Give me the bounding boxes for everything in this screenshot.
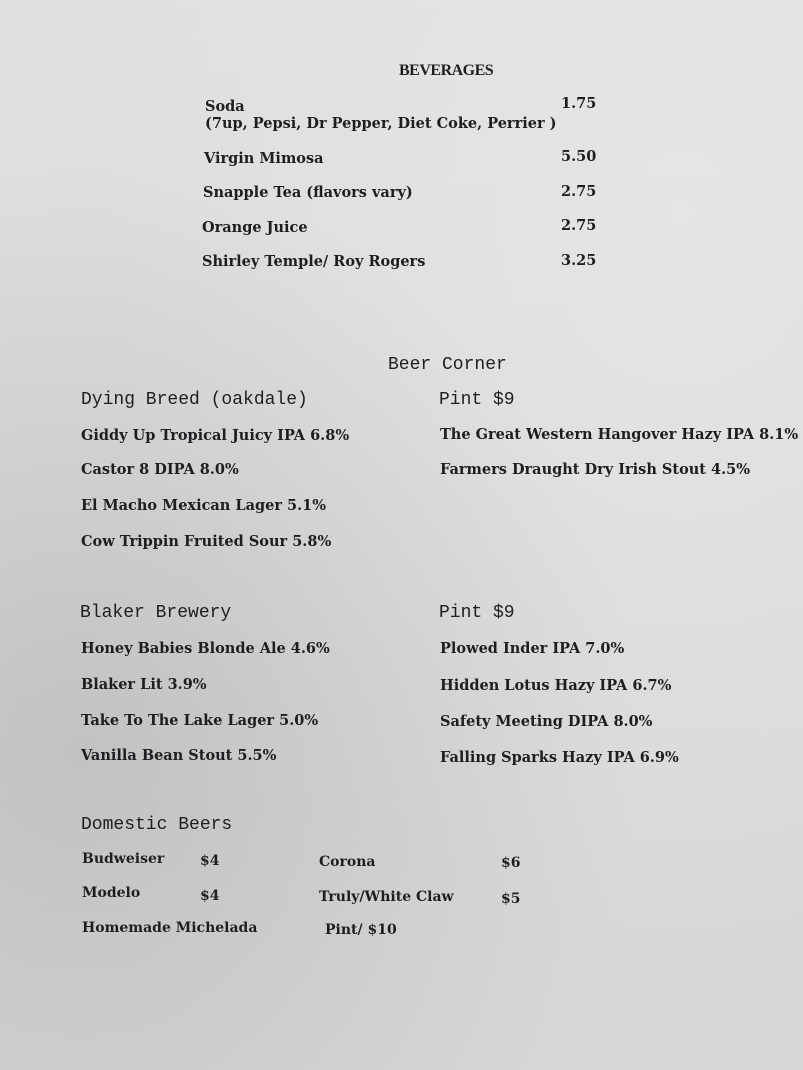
beverage-name-snapple: Snapple Tea (flavors vary) xyxy=(203,184,413,201)
domestic-price-corona: $6 xyxy=(501,855,521,871)
beverage-price-orange-juice: 2.75 xyxy=(561,217,597,234)
blaker-price: Pint $9 xyxy=(439,603,515,623)
domestic-price-modelo: $4 xyxy=(200,888,220,904)
beverage-name-shirley-temple: Shirley Temple/ Roy Rogers xyxy=(202,253,426,270)
beer-item: Castor 8 DIPA 8.0% xyxy=(81,461,239,478)
beer-item: Hidden Lotus Hazy IPA 6.7% xyxy=(440,677,672,694)
beverage-name-orange-juice: Orange Juice xyxy=(202,219,308,236)
beer-item: Blaker Lit 3.9% xyxy=(81,676,207,693)
beverage-price-virgin-mimosa: 5.50 xyxy=(561,148,597,165)
domestic-name-truly: Truly/White Claw xyxy=(319,889,454,905)
dying-breed-heading: Dying Breed (oakdale) xyxy=(81,390,308,410)
beer-corner-title: Beer Corner xyxy=(388,355,507,375)
domestic-price-michelada: Pint/ $10 xyxy=(325,922,397,938)
beverage-name-virgin-mimosa: Virgin Mimosa xyxy=(204,150,324,167)
beer-item: Falling Sparks Hazy IPA 6.9% xyxy=(440,749,679,766)
blaker-heading: Blaker Brewery xyxy=(80,603,232,623)
domestic-name-corona: Corona xyxy=(319,854,376,870)
beer-item: Giddy Up Tropical Juicy IPA 6.8% xyxy=(81,427,350,444)
domestic-name-modelo: Modelo xyxy=(82,885,141,901)
beverage-note-soda: (7up, Pepsi, Dr Pepper, Diet Coke, Perrier ) xyxy=(205,115,557,132)
beer-item: El Macho Mexican Lager 5.1% xyxy=(81,497,327,514)
beer-item: Plowed Inder IPA 7.0% xyxy=(440,640,625,657)
beverage-price-soda: 1.75 xyxy=(561,95,597,112)
beverage-price-snapple: 2.75 xyxy=(561,183,597,200)
beer-item: Vanilla Bean Stout 5.5% xyxy=(81,747,277,764)
domestic-name-michelada: Homemade Michelada xyxy=(82,920,258,936)
beverages-title: BEVERAGES xyxy=(399,62,494,79)
beverage-price-shirley-temple: 3.25 xyxy=(561,252,597,269)
beverage-name-soda: Soda xyxy=(205,98,245,115)
beer-item: Farmers Draught Dry Irish Stout 4.5% xyxy=(440,461,751,478)
domestic-name-budweiser: Budweiser xyxy=(82,851,165,867)
domestic-price-truly: $5 xyxy=(501,891,521,907)
beer-item: Safety Meeting DIPA 8.0% xyxy=(440,713,653,730)
beer-item: Take To The Lake Lager 5.0% xyxy=(81,712,319,729)
dying-breed-price: Pint $9 xyxy=(439,390,515,410)
beer-item: Honey Babies Blonde Ale 4.6% xyxy=(81,640,330,657)
domestic-heading: Domestic Beers xyxy=(81,815,233,835)
domestic-price-budweiser: $4 xyxy=(200,853,220,869)
beer-item: Cow Trippin Fruited Sour 5.8% xyxy=(81,533,332,550)
beer-item: The Great Western Hangover Hazy IPA 8.1% xyxy=(440,426,799,443)
